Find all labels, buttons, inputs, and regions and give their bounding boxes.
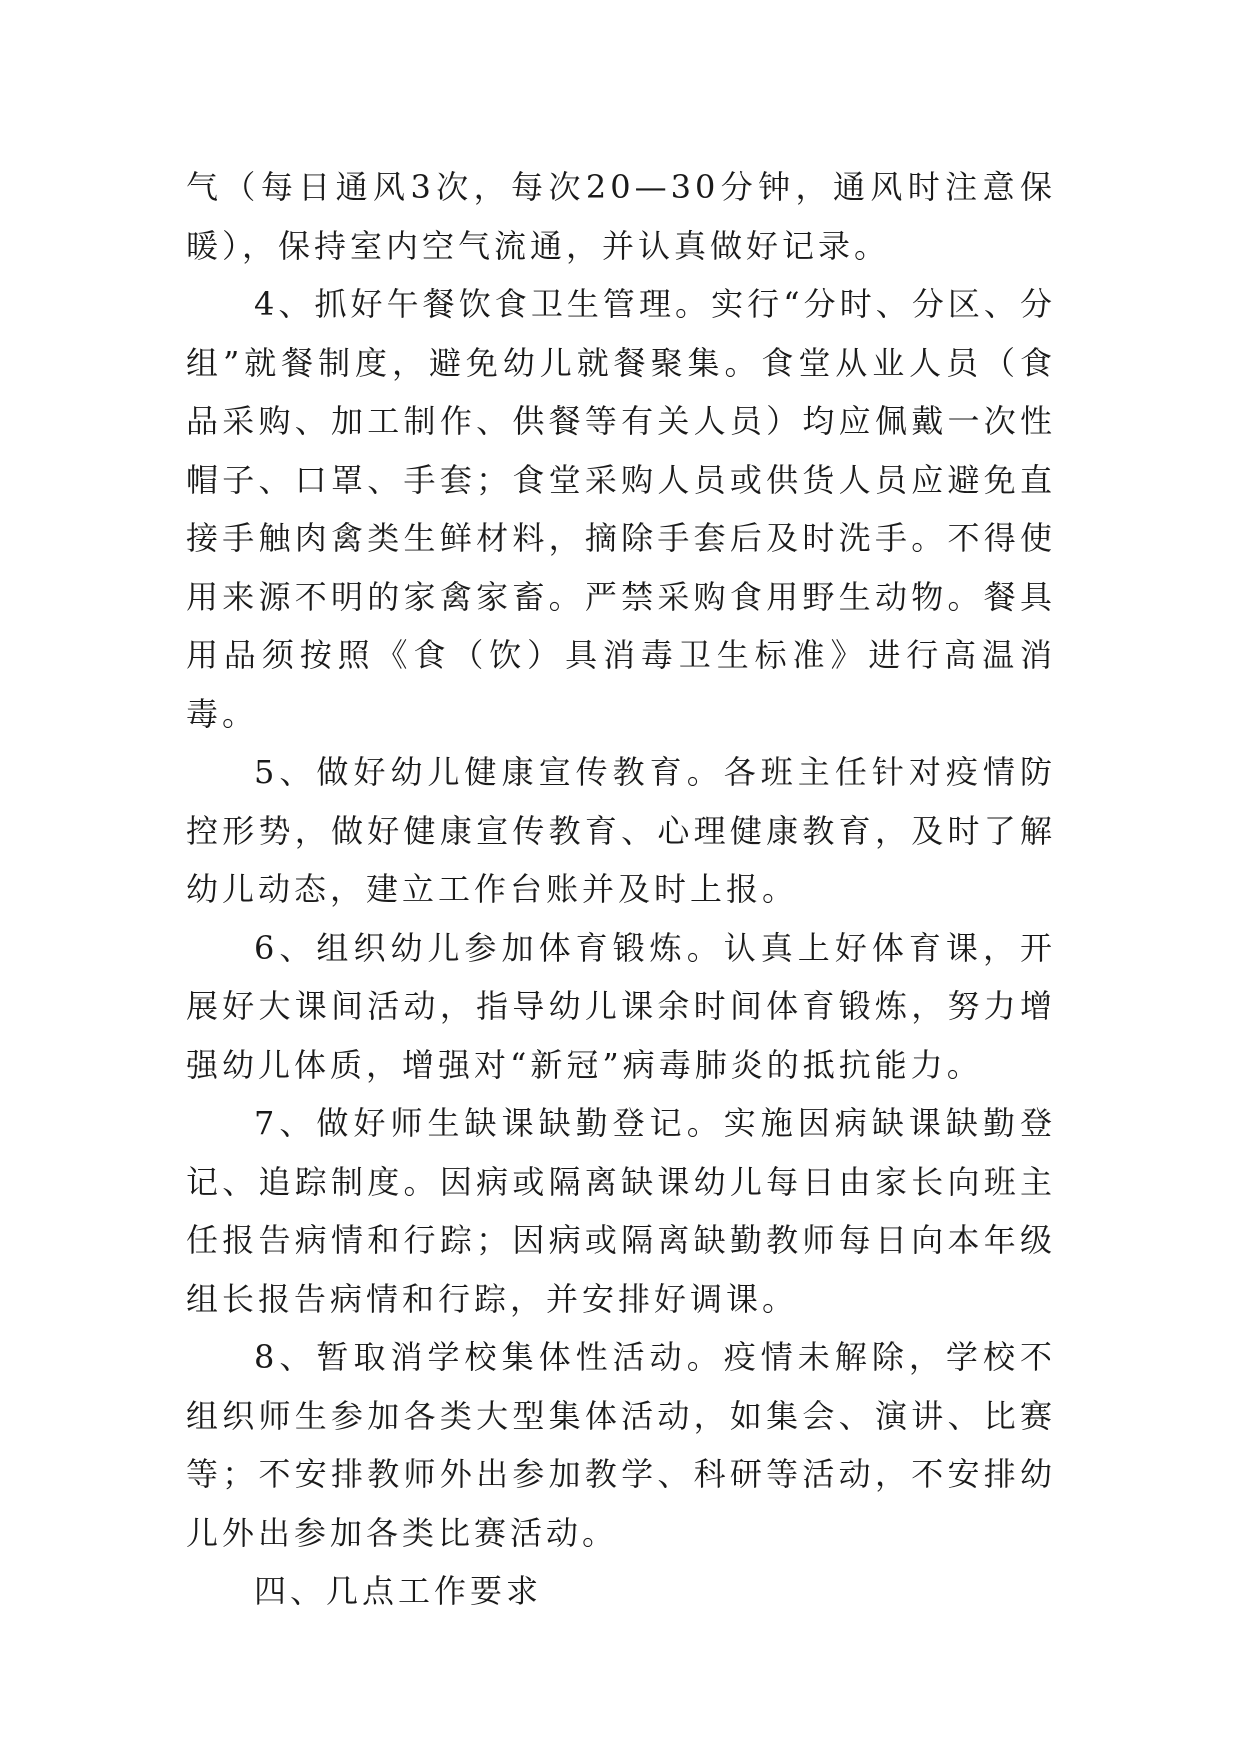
paragraph-item-6-physical-exercise: 6、组织幼儿参加体育锻炼。认真上好体育课，开展好大课间活动，指导幼儿课余时间体育锻炼，努力增强幼儿体质，增强对“新冠”病毒肺炎的抵抗能力。	[186, 928, 1056, 1084]
paragraph-ventilation-continued: 气（每日通风3次，每次20—30分钟，通风时注意保暖），保持室内空气流通，并认真做好记录。	[186, 168, 1056, 265]
paragraph-item-7-absence-registration: 7、做好师生缺课缺勤登记。实施因病缺课缺勤登记、追踪制度。因病或隔离缺课幼儿每日由家长向班主任报告病情和行踪；因病或隔离缺勤教师每日向本年级组长报告病情和行踪，并安排好调课。	[186, 1104, 1056, 1318]
paragraph-item-5-health-education: 5、做好幼儿健康宣传教育。各班主任针对疫情防控形势，做好健康宣传教育、心理健康教育，及时了解幼儿动态，建立工作台账并及时上报。	[186, 753, 1056, 908]
paragraph-item-8-cancel-activities: 8、暂取消学校集体性活动。疫情未解除，学校不组织师生参加各类大型集体活动，如集会、演讲、比赛等；不安排教师外出参加教学、科研等活动，不安排幼儿外出参加各类比赛活动。	[186, 1338, 1056, 1552]
paragraph-item-4-lunch-hygiene: 4、抓好午餐饮食卫生管理。实行“分时、分区、分组”就餐制度，避免幼儿就餐聚集。食堂从业人员（食品采购、加工制作、供餐等有关人员）均应佩戴一次性帽子、口罩、手套；食堂采购人员或供货人员应避免直接手触肉禽类生鲜材料，摘除手套后及时洗手。不得使用来源不明的家禽家畜。严禁采购食用野生动物。餐具用品须按照《食（饮）具消毒卫生标准》进行高温消毒。	[186, 285, 1056, 733]
document-body	[186, 158, 1056, 1621]
section-heading: 四、几点工作要求	[254, 1572, 543, 1610]
